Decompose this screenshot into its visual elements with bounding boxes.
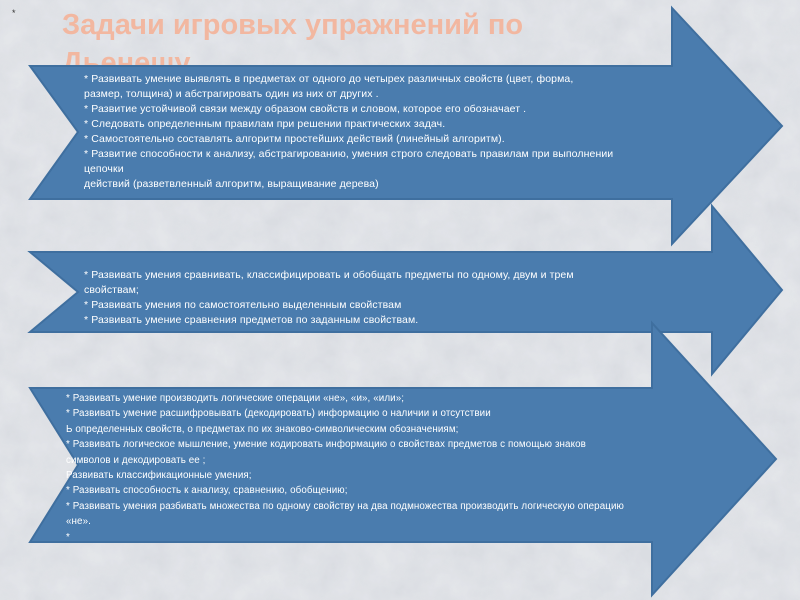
arrow-3-line: * Развивать умение расшифровывать (декодировать) информацию о наличии и отсутствии bbox=[66, 408, 491, 420]
arrow-2-text bbox=[84, 268, 574, 328]
arrow-2-line: * Развивать умения сравнивать, классифицировать и обобщать предметы по одному, двум и трем bbox=[84, 269, 574, 281]
arrow-1-line: цепочки bbox=[84, 163, 124, 175]
arrow-2-line: * Развивать умение сравнения предметов по заданным свойствам. bbox=[84, 314, 419, 326]
arrow-3-line: * Развивать логическое мышление, умение кодировать информацию о свойствах предметов с помощью знаков bbox=[66, 439, 586, 451]
slide-title: Задачи игровых упражнений по Дьенешу bbox=[62, 9, 524, 79]
arrow-1-text bbox=[84, 72, 613, 192]
arrow-1-line: * Развитие устойчивой связи между образом свойств и словом, которое его обозначает . bbox=[84, 103, 527, 115]
arrow-1-line: размер, толщина) и абстрагировать один из них от других . bbox=[84, 88, 379, 100]
arrow-3-line: Развивать классификационные умения; bbox=[66, 470, 252, 482]
arrow-3-line: символов и декодировать ее ; bbox=[66, 454, 206, 466]
arrow-3-line: Ь определенных свойств, о предметах по их знаково-символическим обозначениям; bbox=[66, 423, 459, 435]
arrow-1-line: * Развитие способности к анализу, абстрагированию, умения строго следовать правилам при выполнении bbox=[84, 148, 614, 160]
arrow-3-line: * bbox=[66, 531, 70, 543]
corner-mark: * bbox=[12, 8, 16, 18]
arrow-3-line: «не». bbox=[66, 516, 91, 528]
arrow-3-text bbox=[66, 391, 624, 545]
arrow-2-line: свойствам; bbox=[84, 284, 139, 296]
arrow-1-line: * Развивать умение выявлять в предметах от одного до четырех различных свойств (цвет, форма, bbox=[84, 73, 574, 85]
arrow-3-line: * Развивать умения разбивать множества по одному свойству на два подмножества производить логическую операцию bbox=[66, 500, 624, 512]
arrow-3-line: * Развивать умение производить логические операции «не», «и», «или»; bbox=[66, 393, 405, 404]
arrow-3-line: * Развивать способность к анализу, сравнению, обобщению; bbox=[66, 485, 348, 497]
arrow-1-line: * Следовать определенным правилам при решении практических задач. bbox=[84, 118, 446, 130]
arrow-2-line: * Развивать умения по самостоятельно выделенным свойствам bbox=[84, 299, 402, 311]
arrow-1-line: действий (разветвленный алгоритм, выращивание дерева) bbox=[84, 178, 379, 190]
arrow-1-line: * Самостоятельно составлять алгоритм простейших действий (линейный алгоритм). bbox=[84, 133, 505, 145]
